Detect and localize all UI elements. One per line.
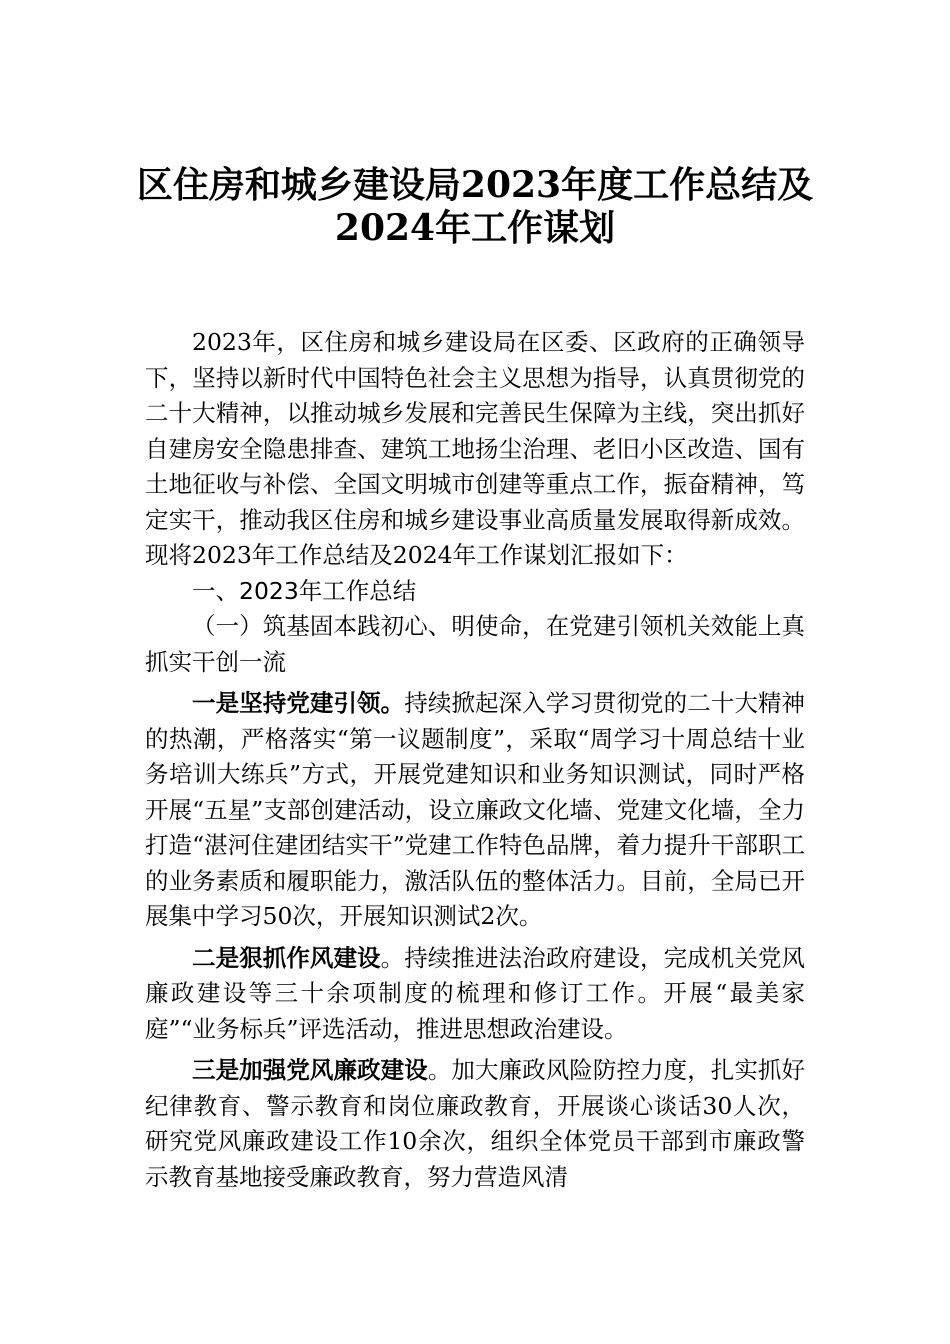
document-title-line-1: 区住房和城乡建设局2023年度工作总结及: [136, 164, 814, 206]
work-item-paragraph: [145, 941, 805, 1048]
work-item-paragraph: [145, 686, 805, 935]
work-item-text: 持续掀起深入学习贯彻党的二十大精神的热潮，严格落实“第一议题制度”，采取“周学习十周总结十业务培训大练兵”方式，开展党建知识和业务知识测试，同时严格开展“五星”支部创建活动，设立廉政文化墙、党建文化墙，全力打造“湛河住建团结实干”党建工作特色品牌，着力提升干部职工的业务素质和履职能力，激活队伍的整体活力。目前，全局已开展集中学习50次，开展知识测试2次。: [145, 689, 806, 930]
subsection-heading: （一）筑基固本践初心、明使命，在党建引领机关效能上真抓实干创一流: [145, 612, 805, 676]
intro-paragraph: 2023年，区住房和城乡建设局在区委、区政府的正确领导下，坚持以新时代中国特色社会主义思想为指导，认真贯彻党的二十大精神，以推动城乡发展和完善民生保障为主线，突出抓好自建房安全隐患排查、建筑工地扬尘治理、老旧小区改造、国有土地征收与补偿、全国文明城市创建等重点工作，振奋精神，笃定实干，推动我区住房和城乡建设事业高质量发展取得新成效。现将2023年工作总结及2024年工作谋划汇报如下：: [145, 328, 805, 569]
document-body: [145, 325, 805, 1195]
document-title-line-2: 2024年工作谋划: [334, 207, 616, 249]
work-item-text: 。加大廉政风险防控力度，扎实抓好纪律教育、警示教育和岗位廉政教育，开展谈心谈话30人次，研究党风廉政建设工作10余次，组织全体党员干部到市廉政警示教育基地接受廉政教育，努力营造风清: [145, 1056, 806, 1191]
work-item-lead: 二是狠抓作风建设: [192, 943, 381, 972]
section-heading: 一、2023年工作总结: [192, 576, 417, 605]
work-item-lead: 一是坚持党建引领。: [192, 689, 405, 717]
work-item-paragraph: [145, 1053, 805, 1195]
work-item-text: 。持续推进法治政府建设，完成机关党风廉政建设等三十余项制度的梳理和修订工作。开展“最美家庭”“业务标兵”评选活动，推进思想政治建设。: [145, 943, 806, 1043]
work-item-lead: 三是加强党风廉政建设: [192, 1056, 428, 1084]
